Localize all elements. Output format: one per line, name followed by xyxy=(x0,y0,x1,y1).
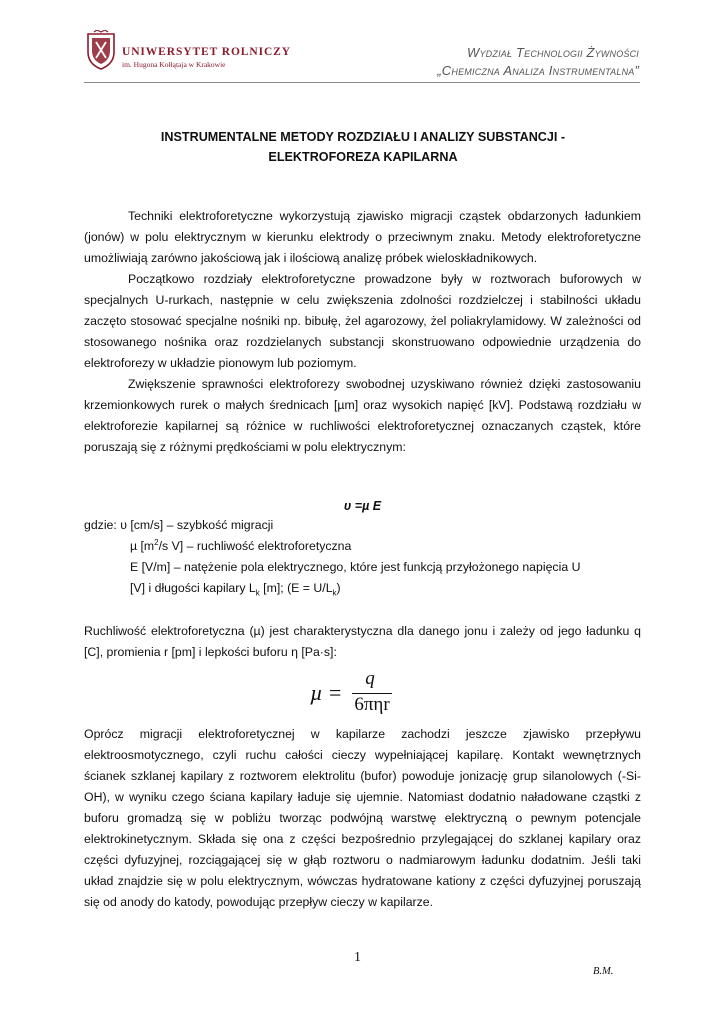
formula-numerator: q xyxy=(365,668,375,689)
department-name: Wydział Technologii Żywności xyxy=(467,45,639,60)
formula-lhs: µ xyxy=(310,680,323,705)
definition-velocity: gdzie: υ [cm/s] – szybkość migracji xyxy=(84,518,274,532)
paragraph-4: Ruchliwość elektroforetyczna (µ) jest charakterystyczna dla danego jonu i zależy od jego ładunku q [C], promienia r [pm] i lepkości buforu η [Pa·s]: xyxy=(84,624,641,659)
definition-mobility: µ [$m^2/s$ V] – ruchliwość elektroforetyczna xyxy=(130,537,352,553)
university-subtitle: im. Hugona Kołłątaja w Krakowie xyxy=(122,60,226,69)
definition-field-1: E [V/m] – natężenie pola elektrycznego, które jest funkcją przyłożonego napięcia U xyxy=(130,560,581,574)
course-name: „Chemiczna Analiza Instrumentalna” xyxy=(437,63,639,78)
department-header xyxy=(437,44,639,80)
definitions xyxy=(84,515,641,599)
university-name: UNIWERSYTET ROLNICZY xyxy=(122,46,291,58)
paragraph-1: Techniki elektroforetyczne wykorzystują zjawisko migracji cząstek obdarzonych ładunkiem (jonów) w polu elektrycznym w kierunku elektrody o przeciwnym znaku. Metody elektroforetyczne umożliwiają zarówno jakościową jak i ilościową analizę próbek wieloskładnikowych. xyxy=(84,209,641,265)
formula-denominator: 6πηr xyxy=(354,694,390,715)
page-title xyxy=(86,127,640,167)
paragraph-5: Oprócz migracji elektroforetycznej w kapilarze zachodzi jeszcze zjawisko przepływu elektroosmotycznego, czyli ruchu całości cieczy wypełniającej kapilarę. Kontakt wewnętrznych ścianek szklanej kapilary z roztworem elektrolitu (bufor) powoduje jonizację grup silanolowych (-Si-OH), w wyniku czego ściana kapilary ładuje się ujemnie. Natomiast dodatnio naładowane cząstki z buforu gromadzą się w pobliżu tworząc podwójną warstwę elektryczną o pewnym potencjale elektrokinetycznym. Składa się ona z części bezpośrednio przylegającej do szklanej kapilary oraz części dyfuzyjnej, rozciągającej się w głąb roztworu o nadmiarowym ładunku dodatnim. Jeśli taki układ znajdzie się w polu elektrycznym, wówczas hydratowane kationy z części dyfuzyjnej poruszają się od anody do katody, powodując przepływ cieczy w kapilarze. xyxy=(84,727,641,909)
electroosmosis-section xyxy=(84,724,641,913)
formula-mobility xyxy=(310,668,400,722)
paragraph-2: Początkowo rozdziały elektroforetyczne prowadzone były w roztworach buforowych w specjalnych U-rurkach, następnie w celu zwiększenia zdolności rozdzielczej i stabilności układu zaczęto stosować specjalne nośniki np. bibułę, żel agarozowy, żel poliakrylamidowy. W zależności od stosowanego nośnika oraz rozdzielanych substancji skonstruowano odpowiednie urządzenia do elektroforezy w układzie pionowym lub poziomym. xyxy=(84,272,641,370)
header-divider xyxy=(84,82,640,83)
mobility-section xyxy=(84,621,641,663)
title-line-1: INSTRUMENTALNE METODY ROZDZIAŁU I ANALIZY SUBSTANCJI - xyxy=(160,130,566,144)
title-line-2: ELEKTROFOREZA KAPILARNA xyxy=(268,150,458,164)
paragraph-3: Zwiększenie sprawności elektroforezy swobodnej uzyskiwano również dzięki zastosowaniu krzemionkowych rurek o małych średnicach [µm] oraz wysokich napięć [kV]. Podstawą rozdziału w elektroforezie kapilarnej są różnice w ruchliwości elektroforetycznej oznaczanych cząstek, które poruszają się z różnymi prędkościami w polu elektrycznym: xyxy=(84,377,641,454)
author-initials: B.M. xyxy=(593,966,614,977)
page-number: 1 xyxy=(354,950,361,965)
intro-section xyxy=(84,206,641,458)
definition-field-2: [V] i długości kapilary $L_k$ [m]; $(E = U/L_k)$ xyxy=(130,581,341,598)
university-crest-icon xyxy=(84,30,118,70)
formula-equals: = xyxy=(329,680,342,705)
formula-velocity: υ =µ E xyxy=(343,499,382,513)
